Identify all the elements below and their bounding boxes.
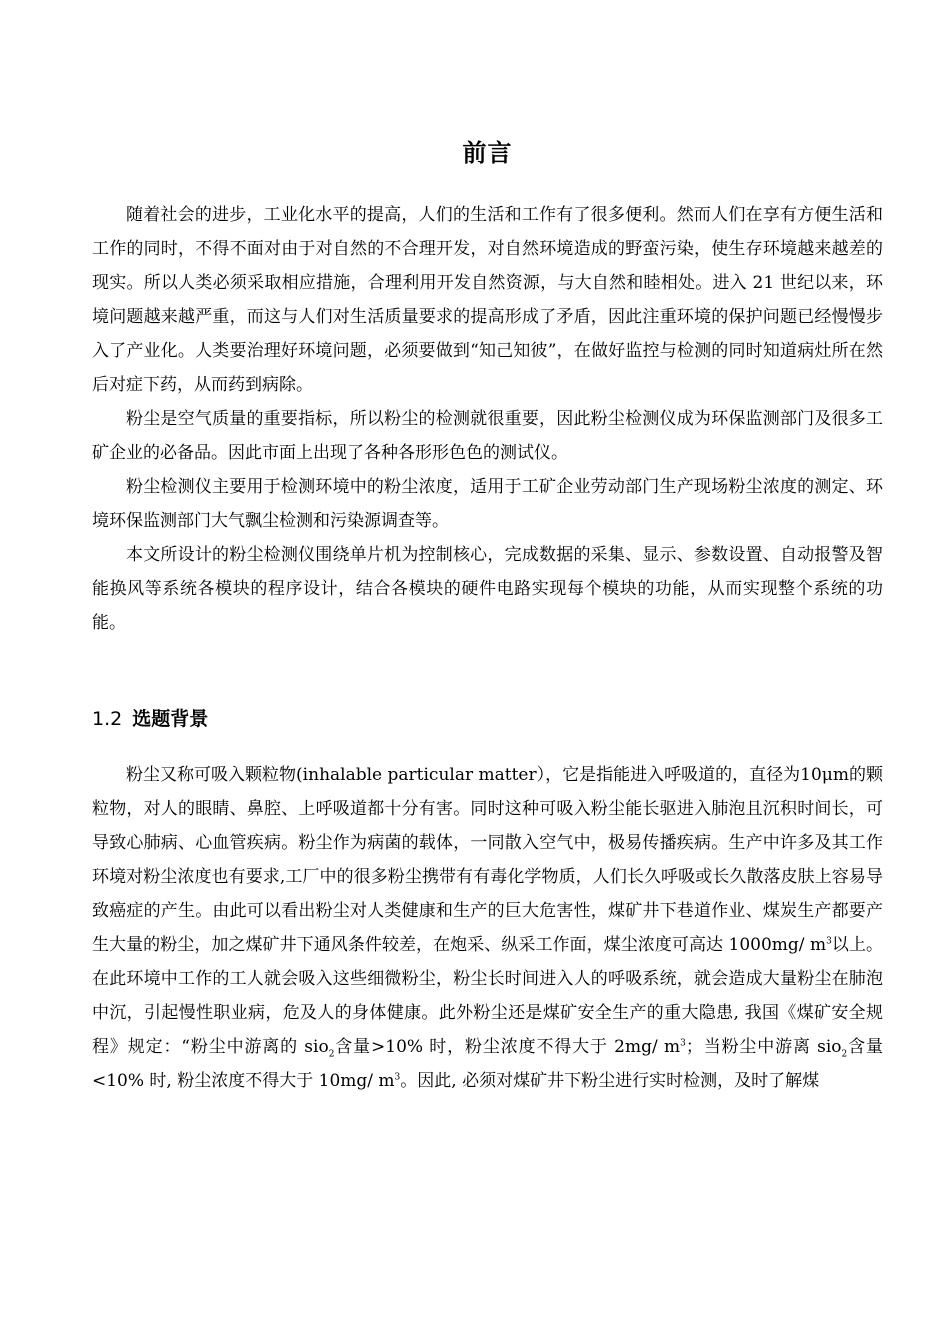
preface-paragraph-1: 随着社会的进步，工业化水平的提高，人们的生活和工作有了很多便利。然而人们在享有方便生活和工作的同时，不得不面对由于对自然的不合理开发，对自然环境造成的野蛮污染，使生存环境越来越差的现实。所以人类必须采取相应措施，合理利用开发自然资源，与大自然和睦相处。进入 21 世纪以来，环境问题越来越严重，而这与人们对生活质量要求的提高形成了矛盾，因此注重环境的保护问题已经慢慢步入了产业化。人类要治理好环境问题，必须要做到“知己知彼”，在做好监控与检测的同时知道病灶所在然后对症下药，从而药到病除。: [92, 205, 883, 395]
formula-subscript: 2: [328, 1049, 335, 1060]
preface-paragraph-2: 粉尘是空气质量的重要指标，所以粉尘的检测就很重要，因此粉尘检测仪成为环保监测部门及很多工矿企业的必备品。因此市面上出现了各种各形形色色的测试仪。: [92, 409, 883, 463]
background-body: [92, 758, 883, 1098]
background-text-4: ；当粉尘中游离 sio: [685, 1037, 842, 1057]
background-text-3: 含量>10% 时，粉尘浓度不得大于 2mg/ m: [334, 1037, 681, 1057]
section-heading: [92, 704, 208, 734]
background-text-1: 粉尘又称可吸入颗粒物(inhalable particular matter），它是指能进入呼吸道的，直径为10μm的颗粒物，对人的眼睛、鼻腔、上呼吸道都十分有害。同时这种可吸入粉尘能长驱进入肺泡且沉积时间长，可导致心肺病、心血管疾病。粉尘作为病菌的载体，一同散入空气中，极易传播疾病。生产中许多及其工作环境对粉尘浓度也有要求,工厂中的很多粉尘携带有有毒化学物质，人们长久呼吸或长久散落皮肤上容易导致癌症的产生。由此可以看出粉尘对人类健康和生产的巨大危害性，煤矿井下巷道作业、煤炭生产都要产生大量的粉尘，加之煤矿井下通风条件较差，在炮采、纵采工作面，煤尘浓度可高达 1000mg/ m: [92, 765, 883, 955]
preface-paragraph-3: 粉尘检测仪主要用于检测环境中的粉尘浓度，适用于工矿企业劳动部门生产现场粉尘浓度的测定、环境环保监测部门大气飘尘检测和污染源调查等。: [92, 477, 883, 531]
background-text-5: 含量<10% 时, 粉尘浓度不得大于 10mg/ m: [92, 1037, 883, 1091]
background-text-6: 。因此, 必须对煤矿井下粉尘进行实时检测，及时了解煤: [400, 1071, 820, 1091]
section-number: 1.2: [92, 708, 123, 730]
unit-superscript: 3: [826, 936, 832, 947]
background-paragraph: [92, 758, 883, 1098]
unit-superscript: 3: [394, 1072, 401, 1083]
section-title: 选题背景: [132, 708, 209, 730]
page-title: 前言: [462, 139, 513, 167]
background-text-2: 以上。在此环境中工作的工人就会吸入这些细微粉尘，粉尘长时间进入人的呼吸系统，就会造成大量粉尘在肺泡中沉，引起慢性职业病，危及人的身体健康。此外粉尘还是煤矿安全生产的重大隐患, 我国《煤矿安全规程》规定：“粉尘中游离的 sio: [92, 935, 884, 1057]
formula-subscript: 2: [841, 1049, 848, 1060]
preface-body: [92, 198, 883, 640]
unit-superscript: 3: [680, 1038, 686, 1049]
preface-paragraph-4: 本文所设计的粉尘检测仪围绕单片机为控制核心，完成数据的采集、显示、参数设置、自动报警及智能换风等系统各模块的程序设计，结合各模块的硬件电路实现每个模块的功能，从而实现整个系统的功能。: [92, 545, 883, 633]
